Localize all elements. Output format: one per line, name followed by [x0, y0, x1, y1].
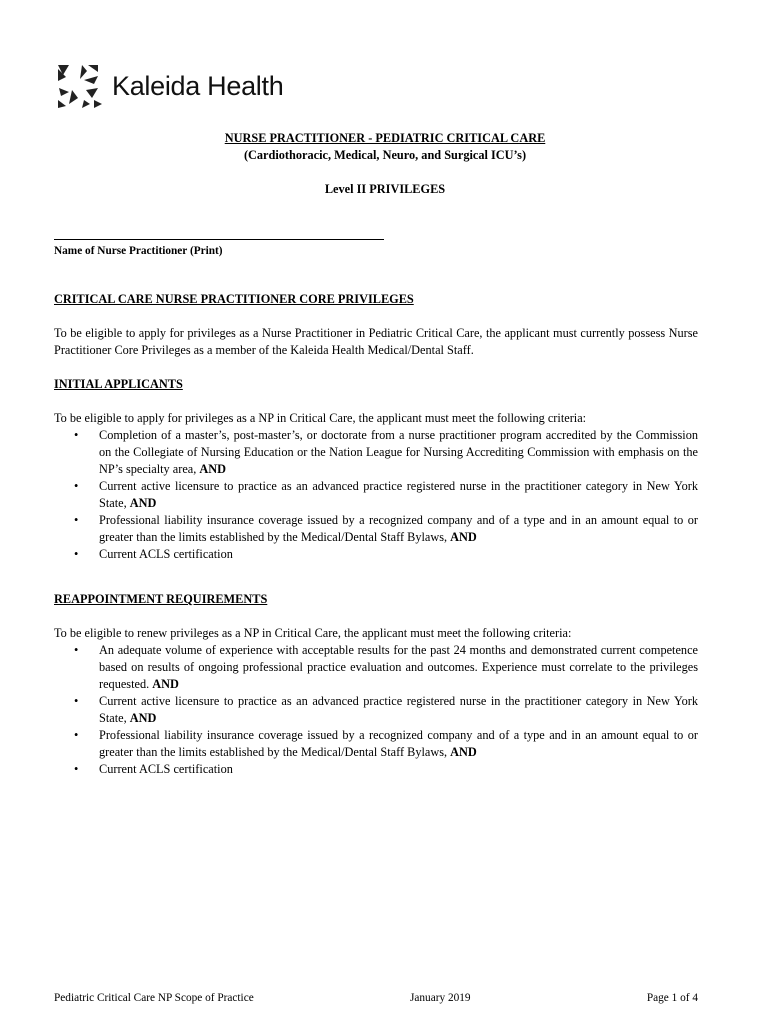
reappointment-criteria-list — [54, 642, 698, 778]
footer-page-number: Page 1 of 4 — [646, 992, 698, 1004]
list-item: • An adequate volume of experience with acceptable results for the past 24 months and demonstrated current competence based on results of ongoing professional practice evaluation and outcomes. Experience must correlate to the privileges requested. AND — [54, 642, 698, 693]
logo-text: Kaleida Health — [112, 70, 284, 101]
initial-applicants-heading: INITIAL APPLICANTS — [54, 377, 183, 391]
reappointment-intro: To be eligible to renew privileges as a NP in Critical Care, the applicant must meet the following criteria: — [54, 626, 572, 640]
initial-applicants-intro: To be eligible to apply for privileges as a NP in Critical Care, the applicant must meet the following criteria: — [54, 411, 587, 425]
document-subtitle: (Cardiothoracic, Medical, Neuro, and Surgical ICU’s) — [243, 148, 527, 162]
list-item: • Current ACLS certification — [54, 761, 698, 778]
reappointment-heading: REAPPOINTMENT REQUIREMENTS — [54, 592, 268, 606]
list-item: • Current active licensure to practice as an advanced practice registered nurse in the practitioner category in New York State, AND — [54, 478, 698, 512]
name-print-label: Name of Nurse Practitioner (Print) — [54, 245, 223, 257]
list-item: • Professional liability insurance coverage issued by a recognized company and of a type and in an amount equal to or greater than the limits established by the Medical/Dental Staff Bylaws, AND — [54, 512, 698, 546]
initial-criteria-list — [54, 427, 698, 563]
footer-document-name: Pediatric Critical Care NP Scope of Practice — [54, 992, 254, 1004]
core-privileges-text: To be eligible to apply for privileges as a Nurse Practitioner in Pediatric Critical Care, the applicant must currently possess Nurse Practitioner Core Privileges as a member of the Kaleida Health Medical/Dental Staff. — [54, 326, 698, 357]
kaleida-logo-icon — [54, 60, 106, 112]
signature-block — [54, 227, 384, 260]
document-body — [54, 291, 698, 778]
name-print-line[interactable] — [54, 227, 384, 240]
privilege-level: Level II PRIVILEGES — [324, 182, 446, 196]
kaleida-health-logo — [54, 60, 283, 112]
list-item: • Completion of a master’s, post-master’s, or doctorate from a nurse practitioner program accredited by the Commission on the Collegiate of Nursing Education or the Nation League for Nursing Accrediting Commission with emphasis on the NP’s specialty area, AND — [54, 427, 698, 478]
document-title: NURSE PRACTITIONER - PEDIATRIC CRITICAL CARE — [224, 131, 546, 145]
footer-date: January 2019 — [410, 992, 471, 1004]
list-item: • Professional liability insurance coverage issued by a recognized company and of a type and in an amount equal to or greater than the limits established by the Medical/Dental Staff Bylaws, AND — [54, 727, 698, 761]
core-privileges-heading: CRITICAL CARE NURSE PRACTITIONER CORE PRIVILEGES — [54, 292, 414, 306]
list-item: • Current ACLS certification — [54, 546, 698, 563]
document-title-block — [0, 130, 770, 198]
list-item: • Current active licensure to practice as an advanced practice registered nurse in the practitioner category in New York State, AND — [54, 693, 698, 727]
